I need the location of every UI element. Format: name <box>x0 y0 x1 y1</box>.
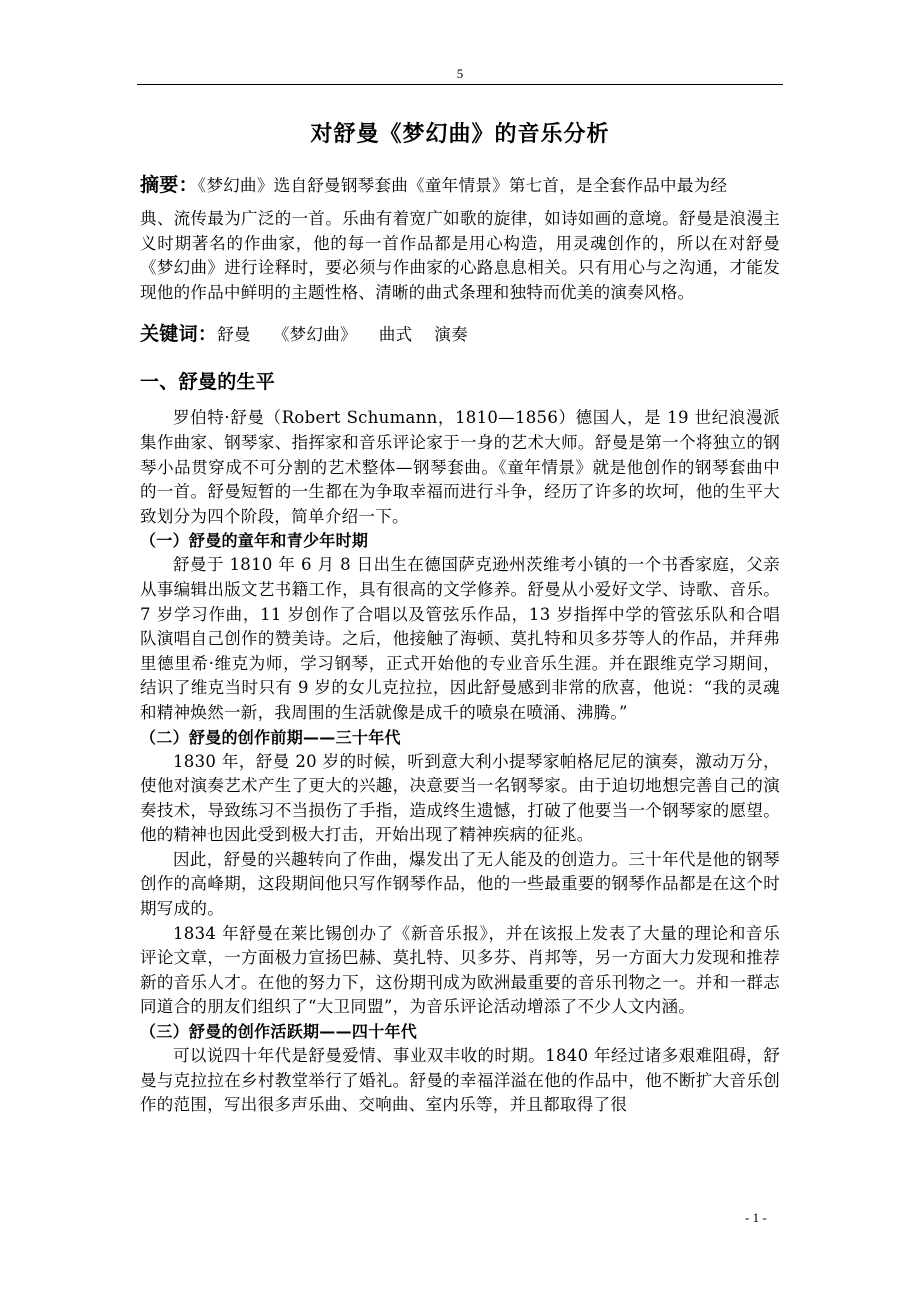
subsection-heading: （二）舒曼的创作前期——三十年代 <box>140 727 401 747</box>
subsection-heading: （一）舒曼的童年和青少年时期 <box>140 531 369 551</box>
subsection-heading: （三）舒曼的创作活跃期——四十年代 <box>140 1022 418 1042</box>
paragraph: 舒曼于 1810 年 6 月 8 日出生在德国萨克逊州茨维考小镇的一个书香家庭，父亲从事编辑出版文艺书籍工作，具有很高的文学修养。舒曼从小爱好文学、诗歌、音乐。7 岁学习作曲，11 岁创作了合唱以及管弦乐作品，13 岁指挥中学的管弦乐队和合唱队演唱自己创作的赞美诗。之后，他接触了海顿、莫扎特和贝多芬等人的作品，并拜弗里德里希·维克为师，学习钢琴，正式开始他的专业音乐生涯。并在跟维克学习期间，结识了维克当时只有 9 岁的女儿克拉拉，因此舒曼感到非常的欣喜，他说：“我的灵魂和精神焕然一新，我周围的生活就像是成千的喷泉在喷涌、沸腾。” <box>140 555 780 722</box>
paragraph: 可以说四十年代是舒曼爱情、事业双丰收的时期。1840 年经过诸多艰难阻碍，舒曼与克拉拉在乡村教堂举行了婚礼。舒曼的幸福洋溢在他的作品中，他不断扩大音乐创作的范围，写出很多声乐曲、交响曲、室内乐等，并且都取得了很 <box>140 1046 780 1115</box>
paragraph: 因此，舒曼的兴趣转向了作曲，爆发出了无人能及的创造力。三十年代是他的钢琴创作的高峰期，这段期间他只写作钢琴作品，他的一些最重要的钢琴作品都是在这个时期写成的。 <box>140 849 780 919</box>
keyword: 《梦幻曲》 <box>272 325 357 345</box>
abstract-label: 摘要： <box>140 174 198 196</box>
keyword: 演奏 <box>434 325 469 345</box>
document-body <box>140 114 780 1118</box>
section-heading: 一、舒曼的生平 <box>140 371 276 394</box>
abstract-first-line <box>140 172 780 199</box>
header-page-number: 5 <box>456 66 464 81</box>
keywords <box>140 321 780 348</box>
paragraph: 罗伯特·舒曼（Robert Schumann，1810—1856）德国人，是 19 世纪浪漫派集作曲家、钢琴家、指挥家和音乐评论家于一身的艺术大师。舒曼是第一个将独立的钢琴小品贯穿成不可分割的艺术整体—钢琴套曲。《童年情景》就是他创作的钢琴套曲中的一首。舒曼短暂的一生都在为争取幸福而进行斗争，经历了许多的坎坷，他的生平大致划分为四个阶段，简单介绍一下。 <box>140 408 780 526</box>
keyword: 舒曼 <box>217 325 251 345</box>
header-rule <box>137 84 783 85</box>
paragraph: 1830 年，舒曼 20 岁的时候，听到意大利小提琴家帕格尼尼的演奏，激动万分，使他对演奏艺术产生了更大的兴趣，决意要当一名钢琴家。由于迫切地想完善自己的演奏技术，导致练习不当损伤了手指，造成终生遗憾，打破了他要当一个钢琴家的愿望。他的精神也因此受到极大打击，开始出现了精神疾病的征兆。 <box>140 751 780 845</box>
document-title: 对舒曼《梦幻曲》的音乐分析 <box>310 122 610 147</box>
abstract-first-text: 《梦幻曲》选自舒曼钢琴套曲《童年情景》第七首，是全套作品中最为经 <box>197 176 728 195</box>
paragraph: 1834 年舒曼在莱比锡创办了《新音乐报》，并在该报上发表了大量的理论和音乐评论文章，一方面极力宣扬巴赫、莫扎特、贝多芬、肖邦等，另一方面大力发现和推荐新的音乐人才。在他的努力下，这份期刊成为欧洲最重要的音乐刊物之一。并和一群志同道合的朋友们组织了“大卫同盟”，为音乐评论活动增添了不少人文内涵。 <box>140 923 780 1017</box>
footer-page-number: - 1 - <box>745 1210 767 1225</box>
abstract-text: 典、流传最为广泛的一首。乐曲有着宽广如歌的旋律，如诗如画的意境。舒曼是浪漫主义时期著名的作曲家，他的每一首作品都是用心构造，用灵魂创作的，所以在对舒曼《梦幻曲》进行诠释时，要必须与作曲家的心路息息相关。只有用心与之沟通，才能发现他的作品中鲜明的主题性格、清晰的曲式条理和独特而优美的演奏风格。 <box>140 209 780 302</box>
keywords-label: 关键词： <box>140 323 218 346</box>
keyword: 曲式 <box>378 325 413 345</box>
